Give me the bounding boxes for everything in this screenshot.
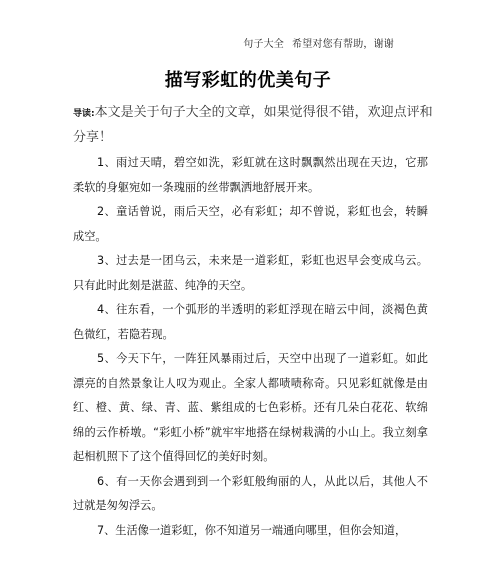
paragraph-5: 5、今天下午，一阵狂风暴雨过后，天空中出现了一道彩虹。如此漂亮的自然景象让人叹为观止。全家人都啧啧称奇。只见彩虹就像是由红、橙、黄、绿、青、蓝、紫组成的七色彩桥。还有几朵白花花、软绵绵的云作桥墩。“彩虹小桥”就牢牢地搭在绿树栽满的小山上。我立刻拿起相机照下了这个值得回忆的美好时刻。 (73, 352, 428, 463)
paragraph-6: 6、有一天你会遇到到一个彩虹般绚丽的人，从此以后，其他人不过就是匆匆浮云。 (73, 474, 428, 512)
intro-text: 本文是关于句子大全的文章，如果觉得很不错，欢迎点评和分享！ (73, 105, 433, 145)
paragraph-2: 2、童话曾说，雨后天空，必有彩虹；却不曾说，彩虹也会，转瞬成空。 (73, 205, 428, 243)
paragraph-4: 4、往东看，一个弧形的半透明的彩虹浮现在暗云中间，淡褐色黄色微红，若隐若现。 (73, 303, 428, 341)
paragraph-3: 3、过去是一团乌云，未来是一道彩虹，彩虹也迟早会变成乌云。只有此时此刻是湛蓝、纯净的天空。 (73, 254, 428, 292)
header-thanks: 希望对您有帮助，谢谢 (292, 39, 394, 50)
paragraph-7: 7、生活像一道彩虹，你不知道另一端通向哪里，但你会知道， (97, 523, 407, 537)
article-body (73, 151, 428, 543)
article-intro (73, 101, 433, 150)
paragraph-1: 1、雨过天晴，碧空如洗，彩虹就在这时飘飘然出现在天边，它那柔软的身躯宛如一条瑰丽的丝带飘洒地舒展开来。 (73, 156, 428, 194)
intro-label: 导读: (73, 109, 95, 119)
header-note (243, 35, 394, 50)
article-title: 描写彩虹的优美句子 (164, 70, 332, 91)
header-site: 句子大全 (243, 39, 284, 50)
